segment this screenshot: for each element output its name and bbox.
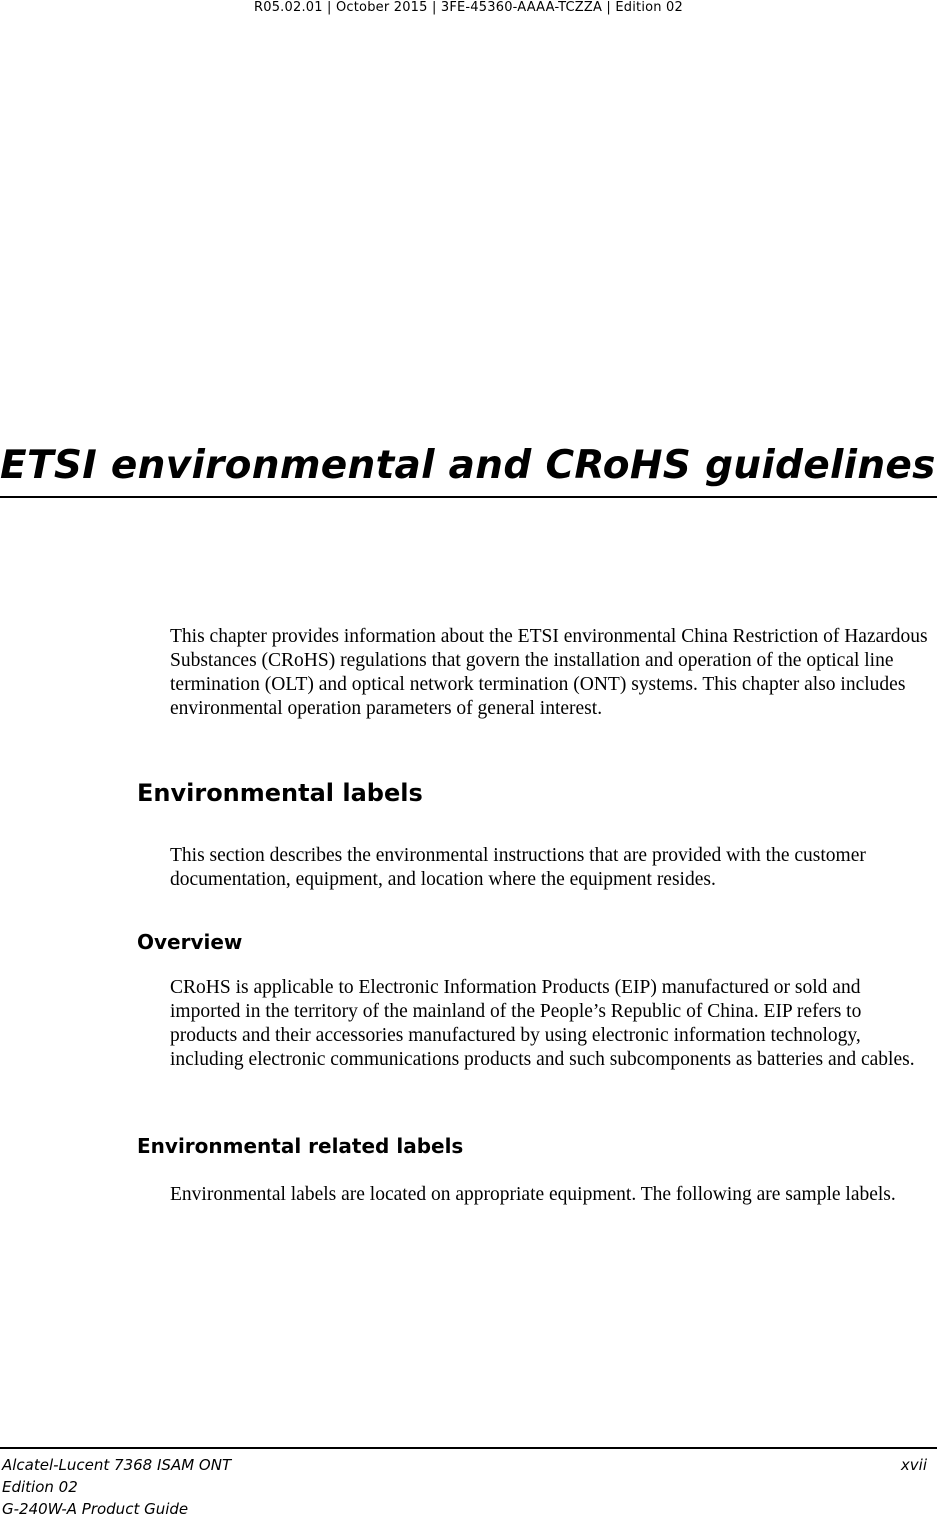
subsection-heading-environmental-related-labels: Environmental related labels (137, 1134, 464, 1158)
chapter-intro: This chapter provides information about the ETSI environmental China Restriction of Hazardous Substances (CRoHS) regulations that govern the installation and operation of the optical line termination (OLT) and optical network termination (ONT) systems. This chapter also includes environmental operation parameters of general interest. (170, 626, 928, 719)
section-heading-environmental-labels: Environmental labels (137, 779, 423, 807)
footer-rule (0, 1447, 937, 1449)
environmental-related-labels-text: Environmental labels are located on appropriate equipment. The following are sample labels. (170, 1184, 896, 1205)
chapter-title: ETSI environmental and CRoHS guidelines (0, 443, 936, 488)
footer-guide: G-240W-A Product Guide (2, 1500, 189, 1518)
subsection-heading-overview: Overview (137, 930, 243, 954)
title-rule (0, 496, 937, 498)
running-header: R05.02.01 | October 2015 | 3FE-45360-AAAA-TCZZA | Edition 02 (254, 0, 683, 15)
footer-page-number: xvii (900, 1456, 927, 1474)
footer-left (2, 1454, 231, 1520)
overview-text: CRoHS is applicable to Electronic Information Products (EIP) manufactured or sold and imported in the territory of the mainland of the People’s Republic of China. EIP refers to products and their accessories manufactured by using electronic information technology, including electronic communications products and such subcomponents as batteries and cables. (170, 977, 915, 1070)
footer-product: Alcatel-Lucent 7368 ISAM ONT (2, 1456, 232, 1474)
footer-edition: Edition 02 (2, 1478, 78, 1496)
environmental-labels-text: This section describes the environmental instructions that are provided with the customer documentation, equipment, and location where the equipment resides. (170, 845, 866, 890)
